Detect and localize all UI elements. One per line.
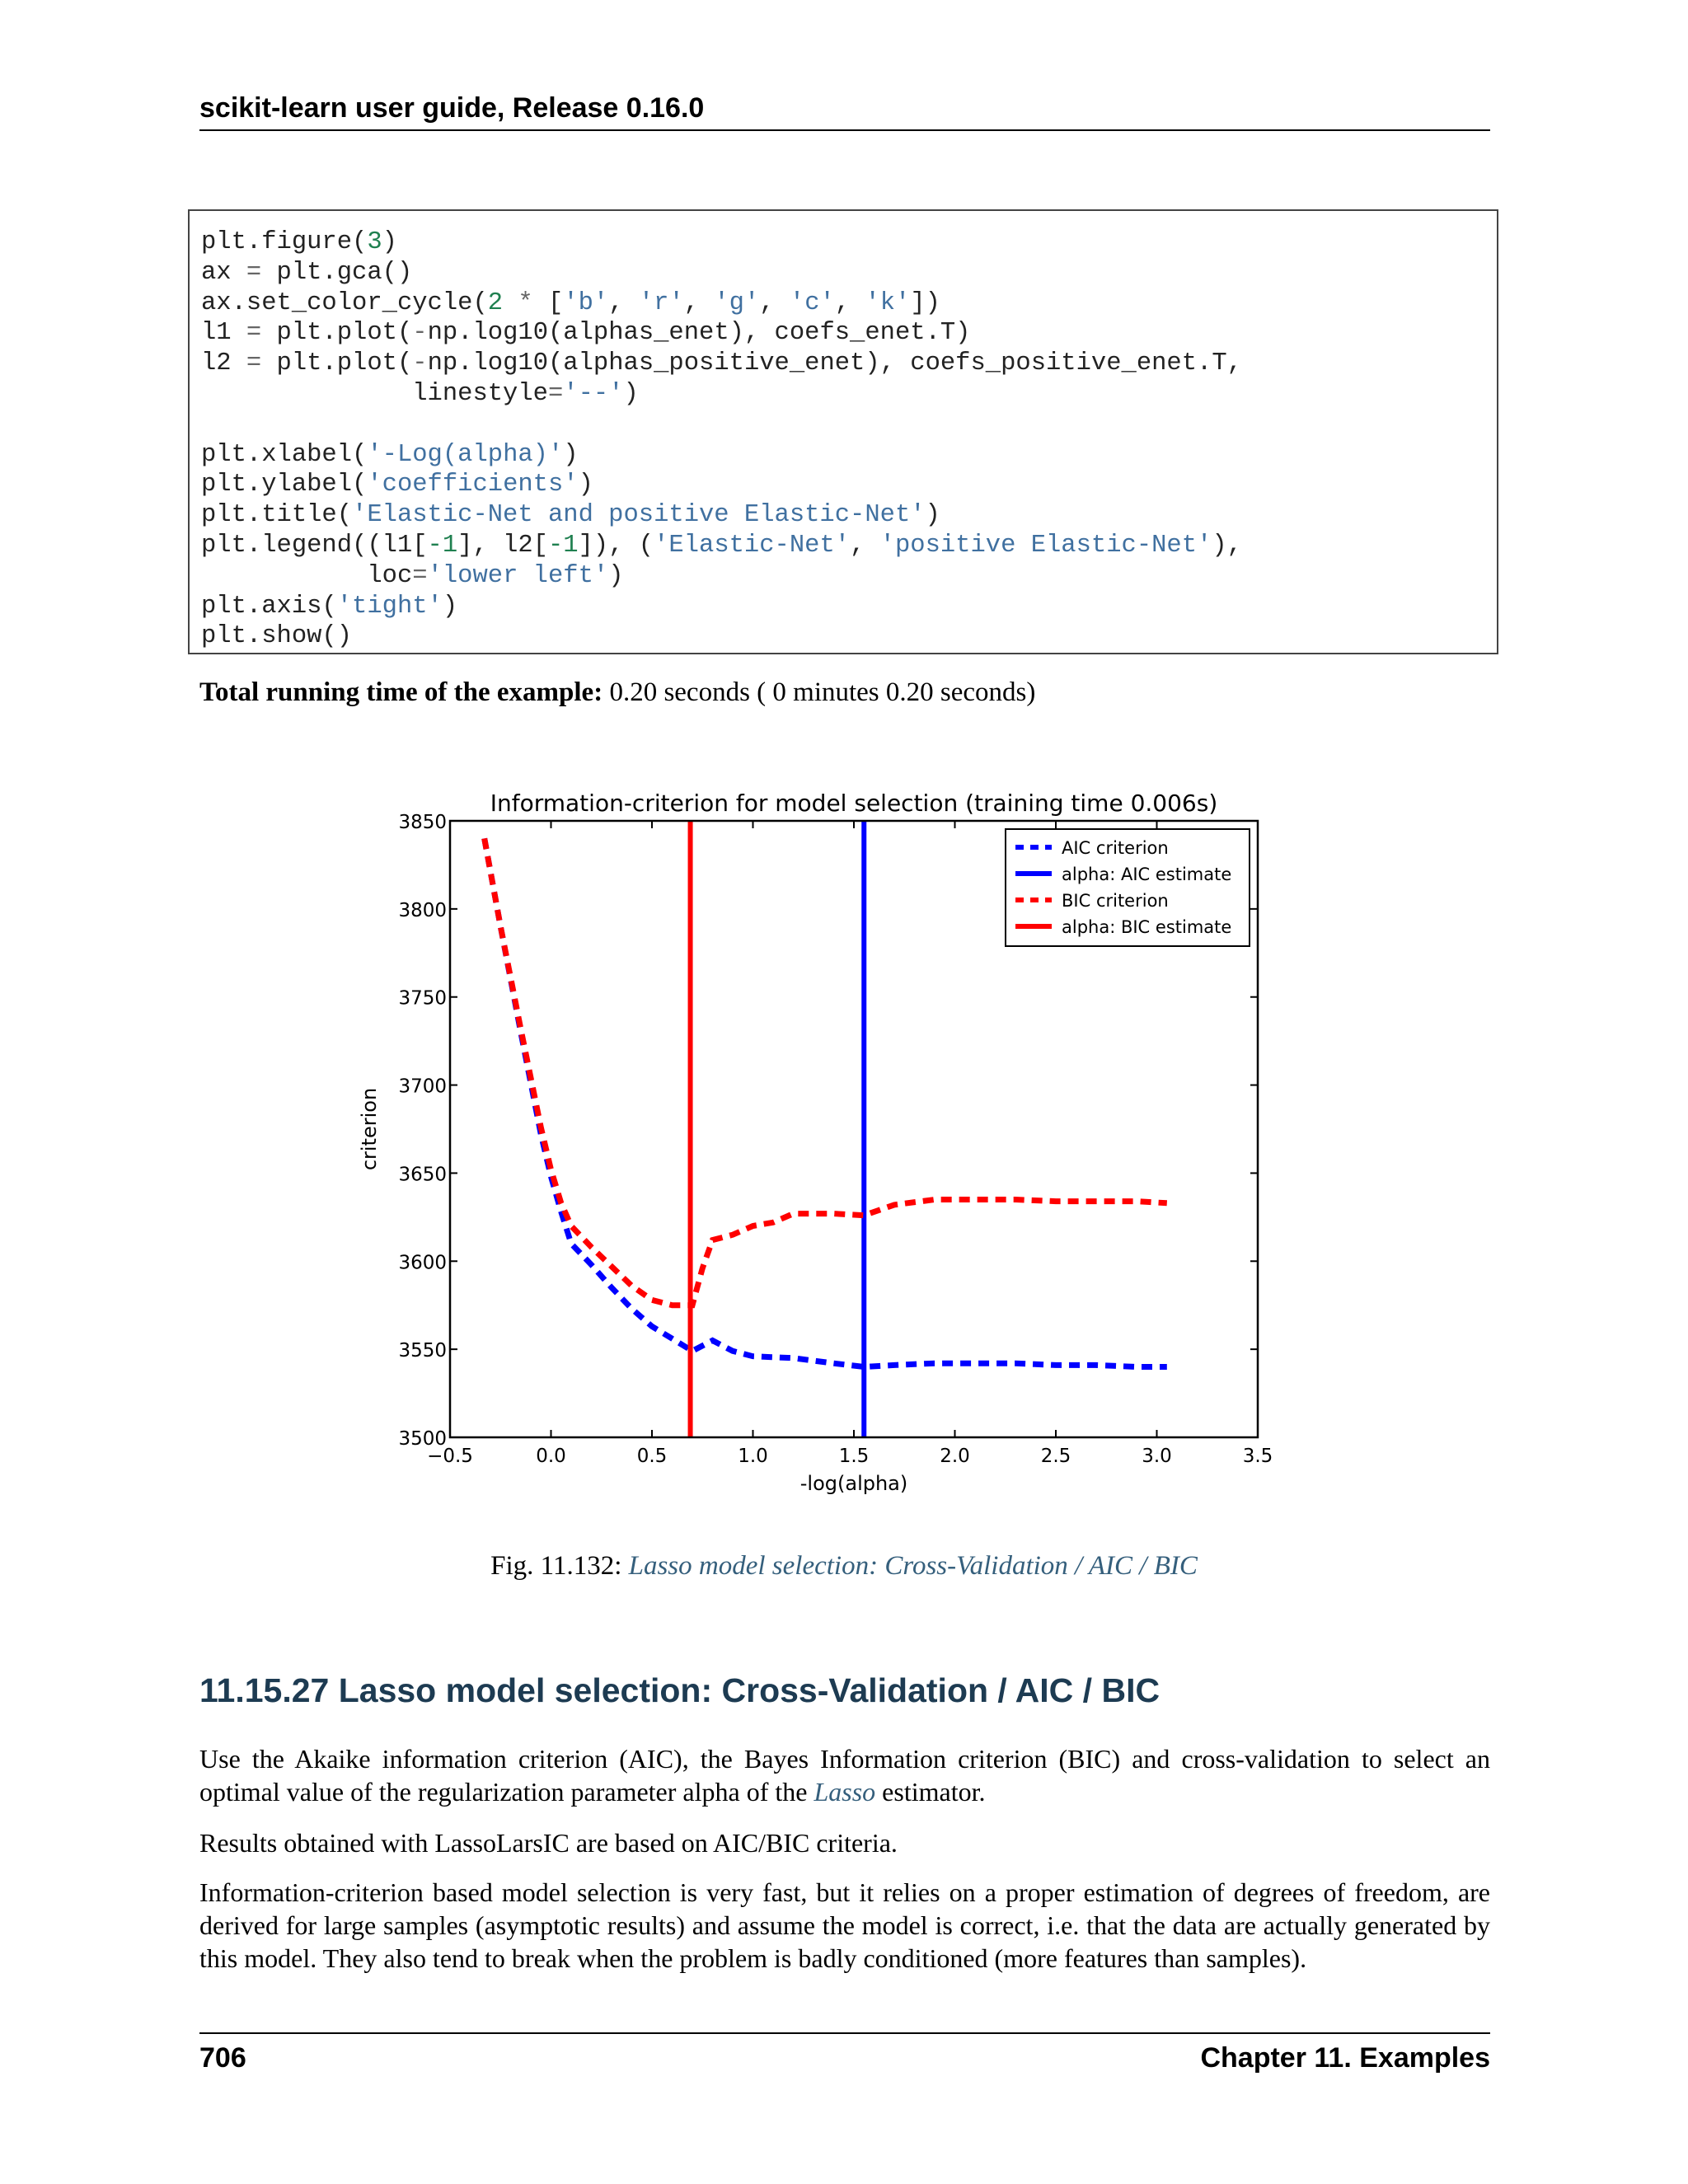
code-token: ) — [608, 561, 624, 590]
x-tick-label: 3.5 — [1242, 1446, 1273, 1467]
y-tick-label: 3500 — [398, 1428, 447, 1450]
code-token: ]), ( — [578, 531, 654, 560]
paragraph-intro — [199, 1742, 1490, 1808]
code-token: -1 — [547, 531, 579, 560]
code-token: plt.plot( — [261, 319, 413, 348]
section-heading: 11.15.27 Lasso model selection: Cross-Validation / AIC / BIC — [199, 1671, 1160, 1709]
code-token: plt.xlabel( — [201, 440, 368, 469]
paragraph-intro-end: estimator. — [875, 1777, 986, 1807]
running-time-value: 0.20 seconds ( 0 minutes 0.20 seconds) — [603, 677, 1036, 707]
chart-legend — [1006, 829, 1250, 946]
code-token: ) — [623, 379, 639, 408]
code-token: np.log10(alphas_positive_enet), coefs_positive_enet.T, — [427, 349, 1242, 378]
legend-label: BIC criterion — [1062, 891, 1169, 911]
code-token: plt.figure( — [201, 228, 368, 256]
code-token — [503, 289, 518, 317]
code-token: [ — [532, 288, 564, 317]
code-token: ], l2[ — [457, 531, 548, 560]
code-token: ax.set_color_cycle( — [201, 288, 488, 317]
x-tick-label: 0.0 — [536, 1446, 566, 1467]
code-token: 'positive Elastic-Net' — [879, 531, 1212, 560]
x-tick-label: −0.5 — [427, 1446, 473, 1467]
code-token: 'Elastic-Net and positive Elastic-Net' — [352, 501, 926, 530]
running-header: scikit-learn user guide, Release 0.16.0 — [199, 92, 705, 124]
code-token: ), — [1212, 531, 1242, 560]
x-axis-label: -log(alpha) — [799, 1472, 908, 1495]
paragraph-lassolarsic: Results obtained with LassoLarsIC are based on AIC/BIC criteria. — [199, 1828, 898, 1858]
y-tick-label: 3850 — [398, 812, 447, 833]
code-token: 'k' — [865, 288, 911, 317]
code-token: 'b' — [563, 288, 609, 317]
code-token: 2 — [487, 288, 504, 317]
code-token: -1 — [427, 531, 458, 560]
figure-caption-link[interactable]: Lasso model selection: Cross-Validation / AIC / BIC — [628, 1551, 1198, 1581]
paragraph-information-criterion: Information-criterion based model selection is very fast, but it relies on a proper estimation of degrees of freedom, are derived for large samples (asymptotic results) and assume the model is correct, i.e. that the data are actually generated by this model. They also tend to break when the problem is badly conditioned (more features than samples). — [199, 1877, 1490, 1973]
paragraph-intro-text: Use the Akaike information criterion (AIC), the Bayes Information criterion (BIC) and cross-validation to select an optimal value of the regularization parameter alpha of the — [199, 1744, 1490, 1807]
x-tick-label: 1.5 — [838, 1446, 870, 1467]
y-tick-label: 3550 — [398, 1340, 447, 1362]
code-text — [201, 227, 1242, 652]
code-token: , — [608, 288, 639, 317]
code-token: 'Elastic-Net' — [654, 531, 851, 560]
code-token: ) — [382, 228, 397, 256]
code-token: 'r' — [638, 288, 684, 317]
legend-label: alpha: BIC estimate — [1062, 917, 1232, 937]
code-token: = — [547, 379, 564, 408]
x-tick-label: 2.0 — [940, 1446, 970, 1467]
x-tick-label: 3.0 — [1142, 1446, 1172, 1467]
code-token: = — [246, 349, 262, 378]
lasso-link[interactable]: Lasso — [814, 1777, 876, 1807]
code-token: 'lower left' — [427, 561, 609, 590]
code-token: np.log10(alphas_enet), coefs_enet.T) — [427, 319, 971, 348]
code-token: = — [412, 561, 428, 590]
aic-bic-chart — [346, 775, 1302, 1500]
code-token: ]) — [910, 288, 940, 317]
header-rule — [199, 129, 1490, 131]
y-tick-label: 3800 — [398, 899, 447, 921]
code-token: l1 — [201, 319, 246, 348]
x-tick-label: 1.0 — [738, 1446, 768, 1467]
code-token: , — [834, 288, 865, 317]
code-token: linestyle — [201, 379, 548, 408]
code-token: ) — [578, 471, 593, 499]
code-token: , — [850, 531, 880, 560]
chapter-label: Chapter 11. Examples — [1200, 2042, 1490, 2074]
code-token: 'c' — [789, 288, 835, 317]
legend-label: AIC criterion — [1062, 838, 1169, 858]
y-tick-label: 3750 — [398, 987, 447, 1010]
running-time-label: Total running time of the example: — [199, 677, 603, 707]
code-token: , — [683, 288, 715, 317]
code-token: ax — [201, 258, 246, 287]
y-axis-label: criterion — [358, 1087, 381, 1171]
code-token: plt.show() — [201, 622, 353, 651]
code-token: ) — [925, 501, 940, 530]
code-token: plt.ylabel( — [201, 471, 368, 499]
code-token: plt.title( — [201, 501, 353, 530]
code-block — [188, 209, 1498, 654]
code-token: * — [518, 288, 533, 317]
code-token: = — [246, 319, 262, 348]
code-token: - — [412, 349, 428, 378]
code-token: ) — [442, 592, 458, 621]
code-token: ) — [563, 440, 579, 469]
code-token: plt.legend((l1[ — [201, 531, 428, 560]
code-token: - — [412, 319, 428, 348]
y-tick-label: 3700 — [398, 1076, 447, 1098]
code-token: l2 — [201, 349, 246, 378]
code-token: plt.axis( — [201, 592, 337, 621]
chart-title: Information-criterion for model selection (training time 0.006s) — [490, 790, 1218, 817]
code-token: '--' — [563, 379, 624, 408]
x-tick-label: 0.5 — [636, 1446, 668, 1467]
y-tick-label: 3600 — [398, 1252, 447, 1274]
code-token: 'tight' — [336, 592, 443, 621]
code-token: , — [759, 288, 790, 317]
code-token: loc — [201, 561, 413, 590]
legend-label: alpha: AIC estimate — [1062, 865, 1232, 884]
figure-caption-prefix: Fig. 11.132: — [490, 1551, 629, 1581]
code-token: 3 — [367, 228, 382, 256]
y-tick-label: 3650 — [398, 1164, 447, 1186]
code-token: = — [246, 258, 262, 287]
figure-caption — [0, 1551, 1688, 1582]
code-token: 'g' — [714, 288, 760, 317]
code-token: plt.gca() — [261, 258, 413, 287]
code-token: '-Log(alpha)' — [367, 440, 564, 469]
code-token: plt.plot( — [261, 349, 413, 378]
page-number: 706 — [199, 2042, 246, 2074]
x-tick-label: 2.5 — [1040, 1446, 1071, 1467]
footer-rule — [199, 2032, 1490, 2034]
code-token: 'coefficients' — [367, 471, 579, 499]
running-time — [199, 677, 1035, 708]
